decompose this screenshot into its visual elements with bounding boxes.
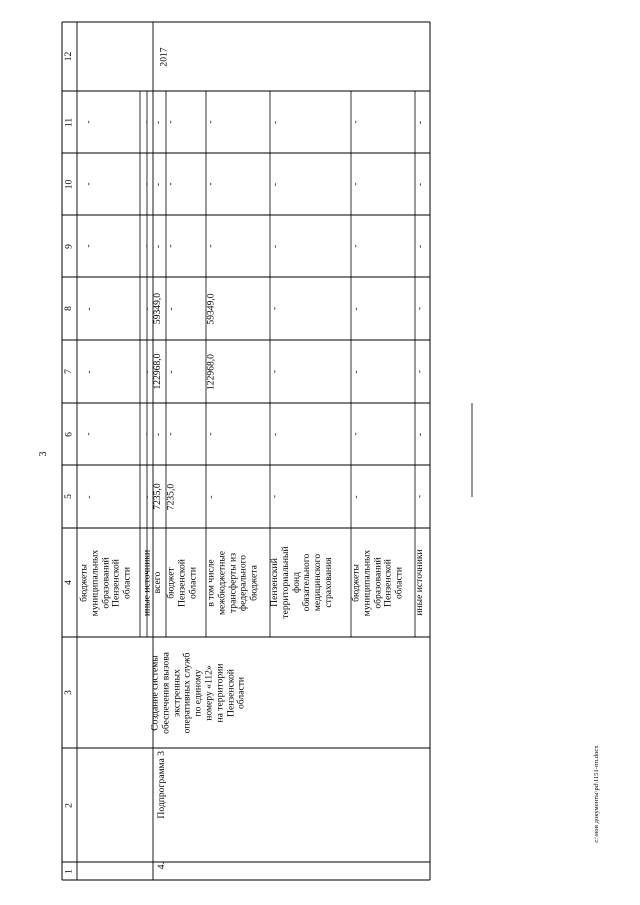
cell-text-line: - bbox=[414, 369, 425, 374]
cell-text-line: 6 bbox=[63, 431, 75, 437]
cell-text-line: в том числе bbox=[205, 558, 216, 607]
cell-text-line: - bbox=[140, 494, 152, 499]
column-number bbox=[62, 153, 77, 215]
cell-text-line: - bbox=[350, 432, 361, 436]
funding-value bbox=[270, 219, 351, 273]
cell-text-line: - bbox=[350, 120, 361, 124]
column-number bbox=[62, 528, 77, 637]
funding-value bbox=[415, 157, 430, 211]
funding-value bbox=[79, 219, 99, 273]
column-number bbox=[62, 91, 77, 153]
cell-text-line: - bbox=[350, 494, 361, 499]
funding-value bbox=[206, 219, 270, 273]
cell-text-line: номеру «112» bbox=[202, 664, 214, 721]
column-number bbox=[62, 637, 77, 748]
funding-value bbox=[270, 281, 351, 336]
cell-text-line: - bbox=[165, 432, 176, 436]
funding-value bbox=[351, 469, 415, 524]
funding-value bbox=[415, 344, 430, 399]
cell-text-line: - bbox=[414, 306, 425, 311]
funding-value bbox=[79, 344, 99, 399]
cell-text-line: образований bbox=[99, 556, 111, 609]
cell-text-line: - bbox=[140, 244, 152, 248]
funding-value bbox=[270, 344, 351, 399]
cell-text-line: области bbox=[393, 566, 405, 599]
funding-value bbox=[270, 157, 351, 211]
funding-source bbox=[415, 531, 430, 634]
cell-text-line: области bbox=[235, 676, 247, 709]
cell-text-line: - bbox=[269, 306, 280, 311]
cell-text-line: на территории bbox=[213, 663, 225, 722]
column-number bbox=[62, 862, 77, 880]
cell-text-line: 5 bbox=[63, 494, 75, 499]
cell-text-line: - bbox=[205, 244, 216, 248]
funding-value bbox=[153, 469, 166, 524]
funding-value bbox=[270, 407, 351, 461]
funding-value bbox=[206, 95, 270, 149]
cell-text-line: - bbox=[82, 306, 94, 311]
cell-text-line: - bbox=[140, 120, 152, 124]
funding-source bbox=[270, 531, 351, 634]
cell-text-line: Пензенский bbox=[269, 558, 280, 607]
cell-text-line: - bbox=[269, 244, 280, 248]
funding-value bbox=[351, 219, 415, 273]
cell-text-line: 59349,0 bbox=[152, 292, 163, 325]
cell-text-line: - bbox=[269, 494, 280, 499]
cell-text-line: 7 bbox=[63, 369, 75, 374]
cell-text-line: бюджет bbox=[165, 566, 176, 599]
funding-value bbox=[415, 95, 430, 149]
year-cell bbox=[152, 22, 176, 91]
cell-text-line: муниципальных bbox=[360, 549, 372, 616]
funding-value bbox=[351, 157, 415, 211]
column-number bbox=[62, 403, 77, 465]
funding-value bbox=[270, 469, 351, 524]
cell-text-line: 122968,0 bbox=[152, 353, 163, 390]
cell-text-line: - bbox=[414, 182, 425, 186]
cell-text-line: всего bbox=[152, 571, 163, 594]
cell-text-line: обеспечения вызова bbox=[159, 651, 171, 734]
funding-value bbox=[79, 157, 99, 211]
cell-text-line: 2017 bbox=[157, 46, 169, 67]
cell-text-line: - bbox=[152, 432, 163, 436]
funding-value bbox=[415, 219, 430, 273]
cell-text-line: - bbox=[82, 244, 94, 248]
funding-value bbox=[153, 344, 166, 399]
funding-value bbox=[79, 95, 99, 149]
cell-text-line: фонд bbox=[290, 571, 302, 594]
funding-value bbox=[351, 407, 415, 461]
cell-text-line: - bbox=[152, 120, 163, 124]
cell-text-line: 3 bbox=[63, 690, 75, 695]
cell-text-line: 10 bbox=[63, 179, 75, 189]
cell-text-line: - bbox=[414, 120, 425, 124]
cell-text-line: Пензенской bbox=[382, 558, 394, 607]
cell-text-line: 12 bbox=[63, 51, 75, 62]
cell-text-line: федерального bbox=[237, 554, 249, 611]
cell-text-line: - bbox=[165, 369, 176, 374]
cell-text-line: - bbox=[152, 244, 163, 248]
cell-text-line: 59349,0 bbox=[205, 292, 216, 325]
cell-text-line: - bbox=[82, 369, 94, 374]
cell-text-line: муниципальных bbox=[88, 549, 100, 616]
cell-text-line: экстренных bbox=[170, 668, 182, 717]
cell-text-line: 122968,0 bbox=[205, 353, 216, 390]
page-number: 3 bbox=[37, 451, 49, 457]
cell-text-line: - bbox=[205, 120, 216, 124]
funding-value bbox=[79, 407, 99, 461]
funding-value bbox=[166, 469, 206, 524]
cell-text-line: - bbox=[269, 369, 280, 374]
funding-value bbox=[415, 281, 430, 336]
funding-value bbox=[141, 407, 153, 461]
cell-text-line: межбюджетные bbox=[215, 550, 227, 615]
cell-text-line: Создание системы bbox=[149, 654, 160, 731]
funding-value bbox=[351, 281, 415, 336]
funding-value bbox=[166, 95, 206, 149]
column-number bbox=[62, 277, 77, 340]
funding-value bbox=[141, 219, 153, 273]
funding-value bbox=[166, 281, 206, 336]
funding-value bbox=[79, 469, 99, 524]
cell-text-line: 11 bbox=[63, 117, 75, 127]
funding-value bbox=[270, 95, 351, 149]
funding-source bbox=[153, 531, 166, 634]
cell-text-line: - bbox=[350, 369, 361, 374]
funding-value bbox=[166, 219, 206, 273]
funding-value bbox=[351, 344, 415, 399]
column-number bbox=[62, 748, 77, 862]
funding-value bbox=[166, 407, 206, 461]
footer-file-path: c:\мои документы\pd\1151-пп.docx bbox=[592, 745, 600, 843]
cell-text-line: Пензенской bbox=[110, 558, 122, 607]
column-number bbox=[62, 215, 77, 277]
cell-text-line: - bbox=[269, 120, 280, 124]
cell-text-line: - bbox=[205, 494, 216, 499]
funding-value bbox=[166, 157, 206, 211]
cell-text-line: Пензенской bbox=[175, 558, 187, 607]
funding-value bbox=[141, 95, 153, 149]
funding-source bbox=[166, 531, 206, 634]
cell-text-line: - bbox=[165, 120, 176, 124]
cell-text-line: Пензенской bbox=[224, 668, 236, 717]
cell-text-line: медицинского bbox=[312, 553, 324, 612]
cell-text-line: - bbox=[269, 182, 280, 186]
cell-text-line: Подпрограмма 3 bbox=[155, 751, 167, 819]
cell-text-line: - bbox=[82, 432, 94, 436]
cell-text-line: бюджета bbox=[248, 564, 260, 601]
cell-text-line: иные источники bbox=[140, 549, 152, 616]
funding-value bbox=[206, 407, 270, 461]
cell-text-line: иные источники bbox=[414, 549, 425, 616]
funding-value bbox=[206, 344, 270, 399]
cell-text-line: территориальный bbox=[279, 546, 291, 619]
cell-text-line: - bbox=[350, 244, 361, 248]
cell-text-line: - bbox=[140, 369, 152, 374]
cell-text-line: - bbox=[82, 182, 94, 186]
cell-text-line: 7235,0 bbox=[152, 483, 163, 510]
cell-text-line: области bbox=[121, 566, 133, 599]
cell-text-line: - bbox=[140, 432, 152, 436]
funding-value bbox=[153, 281, 166, 336]
funding-source bbox=[351, 531, 415, 634]
cell-text-line: страхования bbox=[322, 557, 334, 608]
cell-text-line: - bbox=[414, 432, 425, 436]
cell-text-line: - bbox=[165, 182, 176, 186]
cell-text-line: области bbox=[186, 566, 198, 599]
funding-value bbox=[206, 281, 270, 336]
cell-text-line: 4 bbox=[63, 580, 75, 585]
column-number bbox=[62, 22, 77, 91]
column-number bbox=[62, 465, 77, 528]
funding-source bbox=[206, 531, 270, 634]
funding-value bbox=[141, 157, 153, 211]
column-number bbox=[62, 340, 77, 403]
cell-text-line: - bbox=[82, 120, 94, 124]
cell-text-line: бюджеты bbox=[78, 563, 89, 602]
cell-text-line: оперативных служб bbox=[181, 652, 193, 733]
funding-value bbox=[79, 281, 99, 336]
cell-text-line: обязательного bbox=[301, 553, 313, 612]
funding-value bbox=[206, 469, 270, 524]
funding-source bbox=[77, 530, 135, 635]
activity-name bbox=[150, 640, 270, 745]
cell-text-line: - bbox=[165, 244, 176, 248]
funding-value bbox=[415, 407, 430, 461]
cell-text-line: - bbox=[269, 432, 280, 436]
cell-text-line: по единому bbox=[192, 668, 204, 717]
funding-value bbox=[351, 95, 415, 149]
cell-text-line: 9 bbox=[63, 243, 75, 249]
cell-text-line: 2 bbox=[63, 802, 75, 808]
funding-value bbox=[415, 469, 430, 524]
cell-text-line: - bbox=[350, 182, 361, 186]
row-number bbox=[153, 862, 171, 880]
cell-text-line: 7235,0 bbox=[165, 483, 176, 510]
funding-value bbox=[166, 344, 206, 399]
cell-text-line: трансферты из bbox=[226, 552, 238, 613]
cell-text-line: - bbox=[205, 432, 216, 436]
cell-text-line: - bbox=[140, 182, 152, 186]
funding-value bbox=[206, 157, 270, 211]
subprogram-name bbox=[153, 751, 171, 859]
cell-text-line: - bbox=[82, 494, 94, 499]
cell-text-line: - bbox=[350, 306, 361, 311]
cell-text-line: - bbox=[205, 182, 216, 186]
cell-text-line: - bbox=[414, 244, 425, 248]
cell-text-line: бюджеты bbox=[350, 563, 361, 602]
cell-text-line: 8 bbox=[63, 306, 75, 311]
cell-text-line: образований bbox=[371, 556, 383, 609]
cell-text-line: 4. bbox=[155, 862, 167, 870]
cell-text-line: - bbox=[414, 494, 425, 499]
cell-text-line: 1 bbox=[63, 868, 75, 874]
cell-text-line: - bbox=[140, 306, 152, 311]
cell-text-line: - bbox=[152, 182, 163, 186]
cell-text-line: - bbox=[165, 306, 176, 311]
